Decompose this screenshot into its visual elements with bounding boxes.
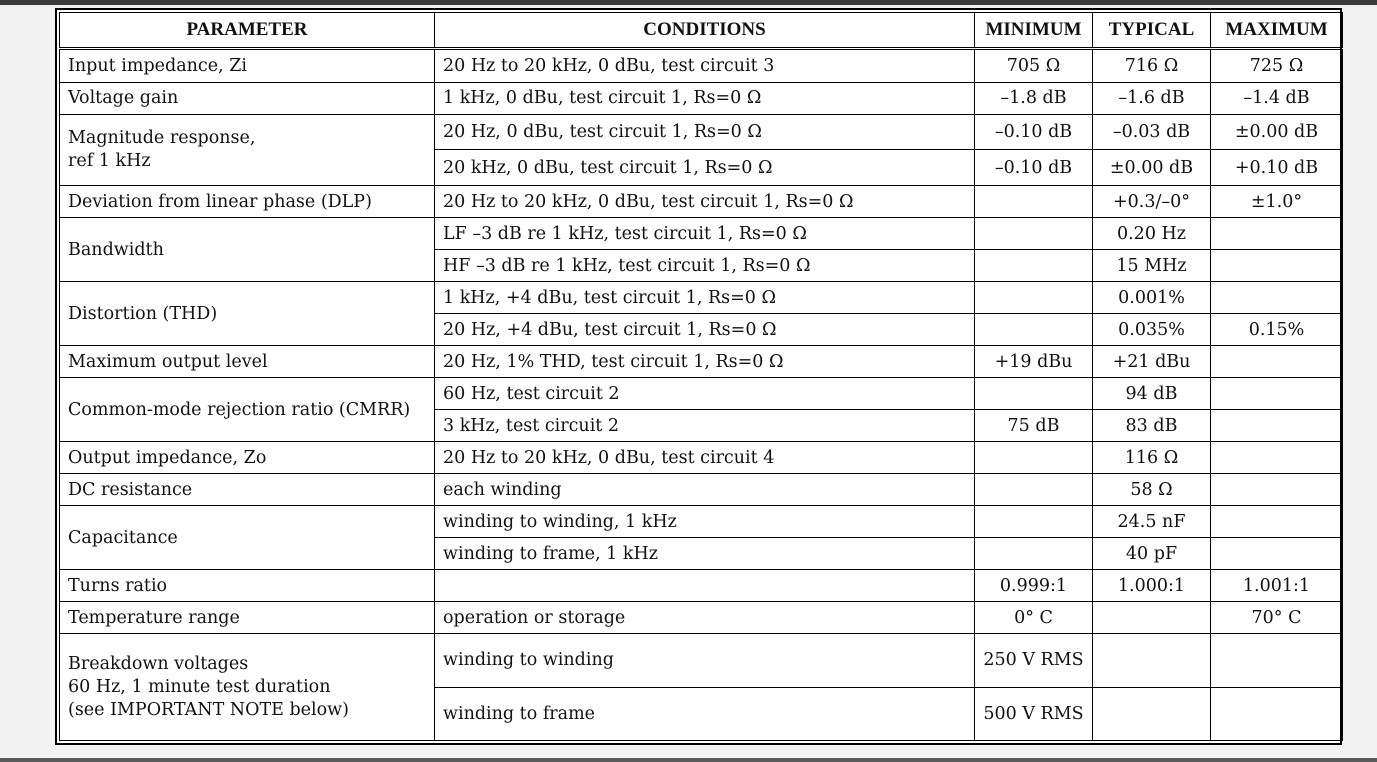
parameter-cell: Turns ratio (60, 570, 435, 602)
maximum-cell (1211, 634, 1343, 687)
parameter-cell: Temperature range (60, 602, 435, 634)
minimum-cell: +19 dBu (975, 346, 1093, 378)
parameter-cell: Common-mode rejection ratio (CMRR) (60, 378, 435, 442)
conditions-cell: 20 Hz to 20 kHz, 0 dBu, test circuit 4 (435, 442, 975, 474)
conditions-cell: 1 kHz, +4 dBu, test circuit 1, Rs=0 Ω (435, 282, 975, 314)
parameter-cell (60, 634, 435, 741)
conditions-cell: 20 Hz, 0 dBu, test circuit 1, Rs=0 Ω (435, 114, 975, 150)
minimum-cell: –1.8 dB (975, 82, 1093, 114)
typical-cell: 0.20 Hz (1093, 218, 1211, 250)
parameter-cell: Voltage gain (60, 82, 435, 114)
conditions-cell: 20 Hz to 20 kHz, 0 dBu, test circuit 3 (435, 49, 975, 83)
maximum-cell (1211, 506, 1343, 538)
maximum-cell (1211, 474, 1343, 506)
maximum-cell (1211, 538, 1343, 570)
parameter-line: (see IMPORTANT NOTE below) (68, 699, 349, 720)
minimum-cell: 0.999:1 (975, 570, 1093, 602)
spec-table-frame (55, 8, 1342, 745)
table-row (60, 474, 1343, 506)
header-minimum: MINIMUM (975, 13, 1093, 49)
table-row (60, 378, 1343, 410)
minimum-cell (975, 218, 1093, 250)
parameter-cell: Bandwidth (60, 218, 435, 282)
typical-cell: 15 MHz (1093, 250, 1211, 282)
minimum-cell: –0.10 dB (975, 114, 1093, 150)
minimum-cell (975, 186, 1093, 218)
parameter-line: Magnitude response, (68, 127, 256, 148)
conditions-cell: 20 Hz, 1% THD, test circuit 1, Rs=0 Ω (435, 346, 975, 378)
parameter-line: 60 Hz, 1 minute test duration (68, 676, 331, 697)
typical-cell (1093, 687, 1211, 741)
minimum-cell (975, 506, 1093, 538)
table-row (60, 346, 1343, 378)
maximum-cell (1211, 250, 1343, 282)
parameter-cell: Deviation from linear phase (DLP) (60, 186, 435, 218)
table-row (60, 282, 1343, 314)
header-maximum: MAXIMUM (1211, 13, 1343, 49)
table-header-row (60, 13, 1343, 49)
maximum-cell: –1.4 dB (1211, 82, 1343, 114)
minimum-cell (975, 314, 1093, 346)
maximum-cell (1211, 378, 1343, 410)
maximum-cell (1211, 442, 1343, 474)
typical-cell: 0.001% (1093, 282, 1211, 314)
parameter-cell: Output impedance, Zo (60, 442, 435, 474)
maximum-cell (1211, 410, 1343, 442)
header-typical: TYPICAL (1093, 13, 1211, 49)
parameter-cell: DC resistance (60, 474, 435, 506)
parameter-cell (60, 114, 435, 186)
maximum-cell (1211, 218, 1343, 250)
typical-cell: 716 Ω (1093, 49, 1211, 83)
minimum-cell (975, 442, 1093, 474)
parameter-cell: Maximum output level (60, 346, 435, 378)
typical-cell (1093, 602, 1211, 634)
minimum-cell: –0.10 dB (975, 150, 1093, 186)
parameter-cell: Input impedance, Zi (60, 49, 435, 83)
maximum-cell (1211, 687, 1343, 741)
table-row (60, 634, 1343, 687)
conditions-cell (435, 570, 975, 602)
maximum-cell: 725 Ω (1211, 49, 1343, 83)
conditions-cell: HF –3 dB re 1 kHz, test circuit 1, Rs=0 Ω (435, 250, 975, 282)
typical-cell: 0.035% (1093, 314, 1211, 346)
conditions-cell: each winding (435, 474, 975, 506)
minimum-cell (975, 282, 1093, 314)
maximum-cell: +0.10 dB (1211, 150, 1343, 186)
typical-cell: –0.03 dB (1093, 114, 1211, 150)
typical-cell: 40 pF (1093, 538, 1211, 570)
maximum-cell: 1.001:1 (1211, 570, 1343, 602)
minimum-cell: 0° C (975, 602, 1093, 634)
parameter-cell: Distortion (THD) (60, 282, 435, 346)
header-parameter: PARAMETER (60, 13, 435, 49)
maximum-cell: ±1.0° (1211, 186, 1343, 218)
table-row (60, 506, 1343, 538)
typical-cell: 83 dB (1093, 410, 1211, 442)
typical-cell: ±0.00 dB (1093, 150, 1211, 186)
table-row (60, 570, 1343, 602)
typical-cell: 1.000:1 (1093, 570, 1211, 602)
conditions-cell: LF –3 dB re 1 kHz, test circuit 1, Rs=0 Ω (435, 218, 975, 250)
typical-cell: +21 dBu (1093, 346, 1211, 378)
maximum-cell (1211, 282, 1343, 314)
header-conditions: CONDITIONS (435, 13, 975, 49)
table-row (60, 82, 1343, 114)
minimum-cell (975, 538, 1093, 570)
conditions-cell: 20 kHz, 0 dBu, test circuit 1, Rs=0 Ω (435, 150, 975, 186)
conditions-cell: winding to winding (435, 634, 975, 687)
minimum-cell (975, 474, 1093, 506)
typical-cell: 58 Ω (1093, 474, 1211, 506)
minimum-cell: 250 V RMS (975, 634, 1093, 687)
maximum-cell: ±0.00 dB (1211, 114, 1343, 150)
typical-cell (1093, 634, 1211, 687)
bottom-border-bar (0, 758, 1377, 762)
minimum-cell: 75 dB (975, 410, 1093, 442)
maximum-cell: 0.15% (1211, 314, 1343, 346)
maximum-cell: 70° C (1211, 602, 1343, 634)
conditions-cell: 60 Hz, test circuit 2 (435, 378, 975, 410)
minimum-cell (975, 250, 1093, 282)
typical-cell: 94 dB (1093, 378, 1211, 410)
table-row (60, 442, 1343, 474)
table-row (60, 114, 1343, 150)
minimum-cell: 500 V RMS (975, 687, 1093, 741)
table-row (60, 218, 1343, 250)
table-row (60, 602, 1343, 634)
conditions-cell: 20 Hz, +4 dBu, test circuit 1, Rs=0 Ω (435, 314, 975, 346)
conditions-cell: winding to frame, 1 kHz (435, 538, 975, 570)
table-row (60, 49, 1343, 83)
table-row (60, 186, 1343, 218)
typical-cell: –1.6 dB (1093, 82, 1211, 114)
typical-cell: +0.3/–0° (1093, 186, 1211, 218)
conditions-cell: winding to winding, 1 kHz (435, 506, 975, 538)
conditions-cell: 20 Hz to 20 kHz, 0 dBu, test circuit 1, Rs=0 Ω (435, 186, 975, 218)
conditions-cell: 1 kHz, 0 dBu, test circuit 1, Rs=0 Ω (435, 82, 975, 114)
parameter-line: Breakdown voltages (68, 653, 249, 674)
parameter-line: ref 1 kHz (68, 150, 151, 171)
minimum-cell: 705 Ω (975, 49, 1093, 83)
top-border-bar (0, 0, 1377, 5)
typical-cell: 116 Ω (1093, 442, 1211, 474)
conditions-cell: winding to frame (435, 687, 975, 741)
parameter-cell: Capacitance (60, 506, 435, 570)
typical-cell: 24.5 nF (1093, 506, 1211, 538)
conditions-cell: 3 kHz, test circuit 2 (435, 410, 975, 442)
minimum-cell (975, 378, 1093, 410)
specifications-table (59, 12, 1343, 741)
conditions-cell: operation or storage (435, 602, 975, 634)
maximum-cell (1211, 346, 1343, 378)
